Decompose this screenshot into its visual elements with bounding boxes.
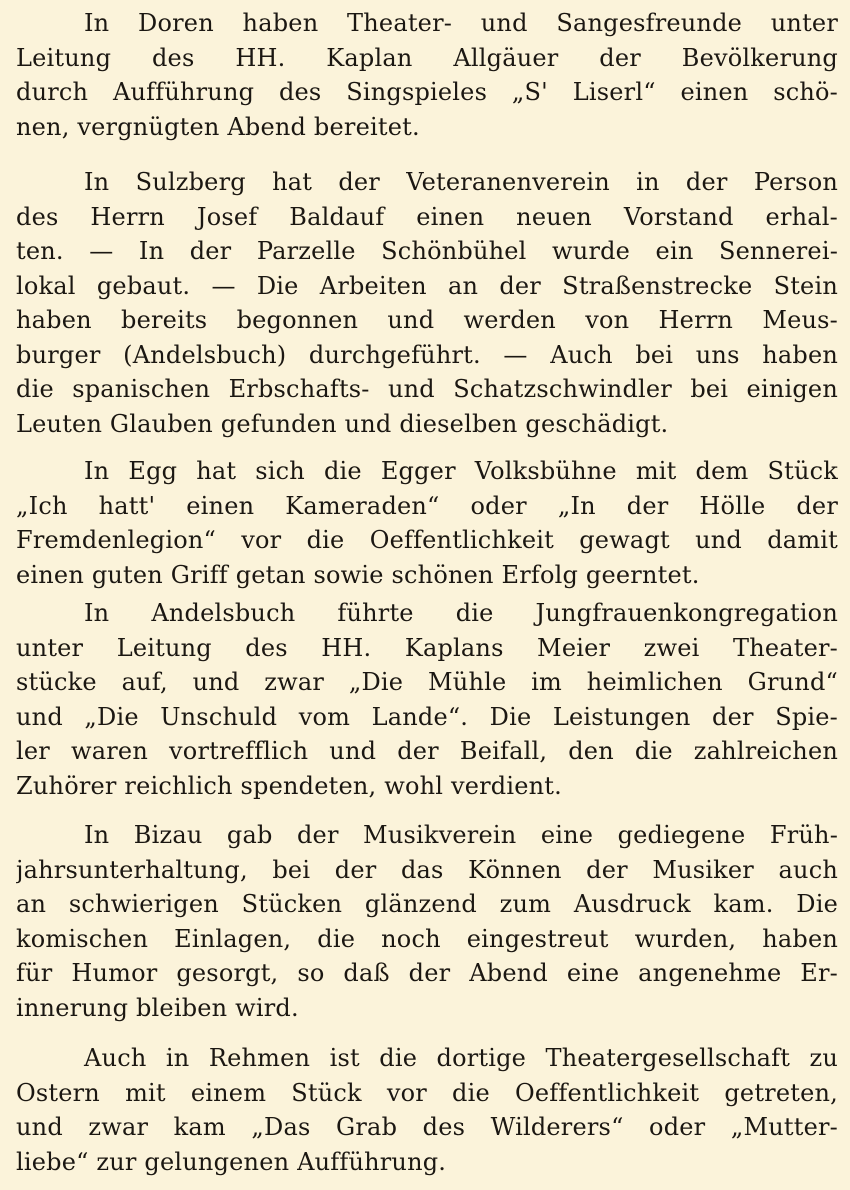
text-line: Fremdenlegion“ vor die Oeffentlichkeit gewagt und damit	[16, 526, 838, 554]
paragraph-rehmen	[16, 1041, 838, 1179]
paragraph-andelsbuch	[16, 596, 838, 803]
text-line: Auch in Rehmen ist die dortige Theatergesellschaft zu	[84, 1044, 838, 1072]
text-line: stücke auf, und zwar „Die Mühle im heimlichen Grund“	[16, 668, 838, 696]
text-line: des Herrn Josef Baldauf einen neuen Vorstand erhal-	[16, 202, 838, 231]
text-line: Leuten Glauben gefunden und dieselben geschädigt.	[16, 409, 669, 438]
text-line: für Humor gesorgt, so daß der Abend eine angenehme Er-	[16, 959, 838, 987]
text-line: In Andelsbuch führte die Jungfrauenkongregation	[84, 599, 838, 627]
text-line: und „Die Unschuld vom Lande“. Die Leistungen der Spie-	[16, 702, 838, 731]
text-line: liebe“ zur gelungenen Aufführung.	[16, 1147, 447, 1176]
paragraph-bizau	[16, 818, 838, 1025]
paragraph-sulzberg	[16, 165, 838, 441]
paragraph-egg	[16, 454, 838, 592]
text-line: die spanischen Erbschafts- und Schatzschwindler bei einigen	[16, 375, 838, 403]
text-line: ler waren vortrefflich und der Beifall, den die zahlreichen	[16, 737, 838, 765]
text-line: burger (Andelsbuch) durchgeführt. — Auch bei uns haben	[16, 340, 838, 369]
text-line: lokal gebaut. — Die Arbeiten an der Straßenstrecke Stein	[16, 271, 838, 300]
text-line: „Ich hatt' einen Kameraden“ oder „In der Hölle der	[16, 491, 838, 520]
text-line: In Egg hat sich die Egger Volksbühne mit dem Stück	[84, 457, 838, 485]
text-line: Zuhörer reichlich spendeten, wohl verdient.	[16, 771, 562, 800]
text-line: komischen Einlagen, die noch eingestreut wurden, haben	[16, 924, 838, 953]
text-line: nen, vergnügten Abend bereitet.	[16, 112, 420, 141]
text-line: haben bereits begonnen und werden von Herrn Meus-	[16, 306, 838, 334]
text-line: Ostern mit einem Stück vor die Oeffentlichkeit getreten,	[16, 1078, 838, 1107]
text-line: In Bizau gab der Musikverein eine gediegene Früh-	[84, 821, 838, 849]
text-line: an schwierigen Stücken glänzend zum Ausdruck kam. Die	[16, 890, 838, 918]
text-line: innerung bleiben wird.	[16, 993, 299, 1022]
text-line: In Doren haben Theater- und Sangesfreunde unter	[84, 9, 838, 37]
paragraph-doren	[16, 6, 838, 144]
text-line: In Sulzberg hat der Veteranenverein in der Person	[84, 168, 838, 196]
text-line: jahrsunterhaltung, bei der das Können der Musiker auch	[16, 855, 838, 884]
text-line: Leitung des HH. Kaplan Allgäuer der Bevölkerung	[16, 43, 838, 72]
text-line: durch Aufführung des Singspieles „S' Liserl“ einen schö-	[16, 78, 838, 106]
text-line: und zwar kam „Das Grab des Wilderers“ oder „Mutter-	[16, 1113, 838, 1141]
text-line: einen guten Griff getan sowie schönen Erfolg geerntet.	[16, 560, 700, 589]
text-line: ten. — In der Parzelle Schönbühel wurde ein Sennerei-	[16, 237, 838, 265]
text-line: unter Leitung des HH. Kaplans Meier zwei Theater-	[16, 633, 838, 662]
